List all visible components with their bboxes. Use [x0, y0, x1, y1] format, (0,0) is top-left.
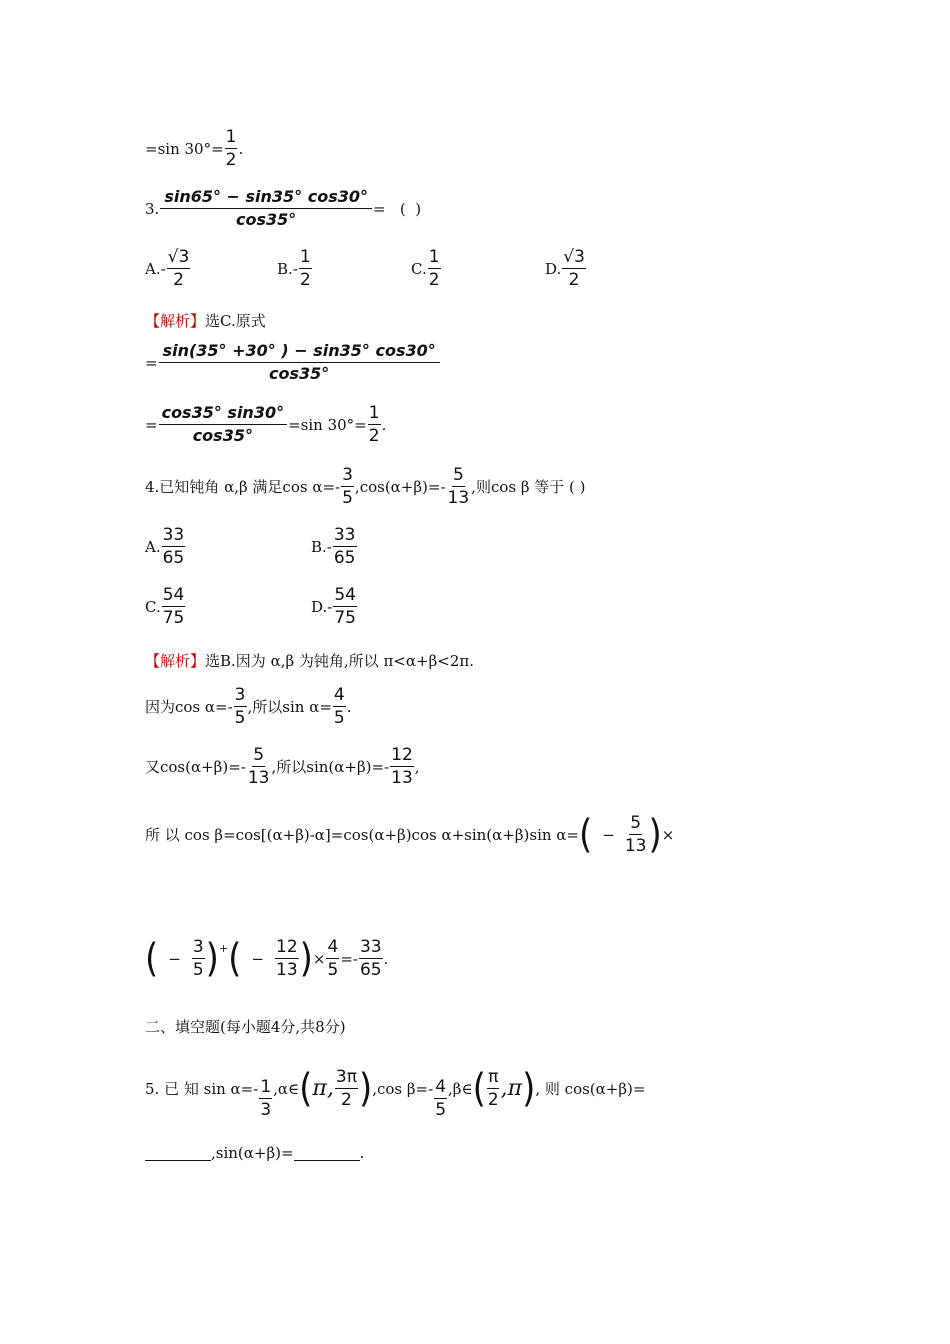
minus: −: [168, 949, 181, 968]
text: , 则 cos(α+β)=: [535, 1080, 646, 1098]
numerator: 3: [192, 937, 204, 957]
denominator: 5: [435, 1100, 447, 1120]
numerator: 5: [452, 465, 464, 485]
right-paren: ): [522, 1065, 536, 1112]
equals: =: [145, 415, 158, 434]
numerator: 1: [428, 247, 440, 267]
left-paren: (: [472, 1065, 486, 1112]
denominator: 3: [260, 1100, 272, 1120]
option-d[interactable]: [545, 246, 587, 291]
question-5-blanks: [145, 1144, 364, 1162]
right-paren: ): [299, 935, 313, 982]
denominator: 2: [487, 1090, 499, 1110]
blank-sin-sum[interactable]: [294, 1146, 360, 1161]
denominator: 2: [340, 1090, 352, 1110]
denominator: 13: [447, 488, 470, 508]
denominator: 2: [225, 150, 237, 170]
fraction: [159, 340, 440, 385]
text: ,α∈: [273, 1079, 300, 1098]
period: .: [383, 949, 389, 968]
option-c[interactable]: [145, 584, 311, 629]
times: ×: [661, 825, 675, 844]
period: .: [381, 415, 387, 434]
numerator: √3: [167, 247, 190, 267]
numerator: 33: [162, 525, 185, 545]
question-5: [145, 1056, 645, 1121]
denominator: 65: [359, 960, 382, 980]
left-paren: (: [228, 935, 242, 982]
question-4: [145, 464, 586, 509]
text: 因为cos α=-: [145, 698, 233, 716]
period: .: [346, 697, 352, 716]
question-number: 3.: [145, 199, 160, 218]
analysis-text: 选C.原式: [205, 312, 266, 330]
denominator: 2: [299, 270, 311, 290]
period: .: [359, 1144, 365, 1162]
answer-3-intro: [145, 310, 266, 331]
option-label: B.-: [277, 259, 298, 278]
text: ,则cos β 等于 ( ): [471, 478, 586, 496]
numerator: 4: [327, 937, 339, 957]
option-c[interactable]: [411, 246, 545, 291]
text: 4.已知钝角 α,β 满足cos α=-: [145, 478, 341, 496]
denominator: 13: [391, 768, 413, 788]
numerator: 3: [342, 465, 353, 485]
option-label: D.-: [311, 597, 333, 616]
plus: +: [218, 942, 229, 955]
option-label: A.: [145, 537, 161, 556]
numerator: 1: [368, 403, 380, 423]
numerator: 12: [391, 745, 413, 765]
minus: −: [251, 949, 264, 968]
text: ,β∈: [448, 1079, 473, 1098]
denominator: cos35°: [192, 426, 253, 445]
analysis-tag: 【解析】: [145, 312, 206, 330]
comma: ,: [414, 757, 420, 776]
answer-3-step2: [145, 402, 386, 447]
pi: π,: [312, 1076, 334, 1101]
denominator: 65: [333, 548, 356, 568]
denominator: 13: [276, 960, 298, 980]
equals: =-: [340, 949, 358, 968]
numerator: 4: [333, 685, 345, 705]
text: ,cos(α+β)=-: [354, 477, 446, 496]
denominator: 5: [234, 708, 246, 728]
question-fraction: [160, 186, 372, 231]
fraction: [225, 126, 238, 171]
numerator: 54: [162, 585, 185, 605]
numerator: sin(35° +30° ) − sin35° cos30°: [159, 340, 440, 363]
text: 又cos(α+β)=-: [145, 758, 246, 776]
left-paren: (: [145, 935, 159, 982]
text: ,cos β=-: [372, 1079, 434, 1098]
denominator: 2: [173, 270, 184, 290]
option-a[interactable]: [145, 246, 277, 291]
options-q4-row2: [145, 584, 358, 629]
numerator: 33: [333, 525, 356, 545]
option-b[interactable]: [311, 524, 358, 569]
blank-cos-sum[interactable]: [145, 1146, 211, 1161]
denominator: 2: [428, 270, 440, 290]
denominator: 13: [624, 836, 647, 856]
numerator: 1: [225, 127, 237, 147]
answer-3-step1: [145, 340, 441, 385]
answer-4-step1: [145, 684, 352, 729]
numerator: sin65° − sin35° cos30°: [160, 186, 372, 209]
answer-4-step3: [145, 812, 674, 857]
option-a[interactable]: [145, 524, 311, 569]
denominator: 75: [162, 608, 185, 628]
period: .: [238, 139, 244, 158]
numerator: 3π: [335, 1067, 357, 1087]
section-heading: 二、填空题(每小题4分,共8分): [145, 1018, 346, 1036]
right-paren: ): [205, 935, 219, 982]
numerator: 1: [260, 1077, 272, 1097]
numerator: π: [488, 1067, 499, 1087]
denominator: 2: [368, 426, 380, 446]
numerator: 4: [435, 1077, 447, 1097]
text: ,sin(α+β)=: [211, 1144, 294, 1162]
answer-bracket: = ( ): [373, 199, 422, 218]
denominator: 5: [327, 960, 339, 980]
option-label: D.: [545, 259, 562, 278]
options-q4-row1: [145, 524, 358, 569]
right-paren: ): [648, 811, 662, 858]
denominator: 13: [247, 768, 270, 788]
option-d[interactable]: [311, 584, 358, 629]
denominator: 5: [192, 960, 204, 980]
text-mid: =sin 30°=: [288, 415, 367, 434]
numerator: 5: [253, 745, 265, 765]
denominator: 65: [162, 548, 185, 568]
numerator: 12: [276, 937, 298, 957]
denominator: 2: [568, 270, 580, 290]
option-label: C.: [411, 259, 427, 278]
minus: −: [602, 825, 615, 844]
analysis-tag: 【解析】: [145, 652, 206, 670]
numerator: 33: [359, 937, 382, 957]
equals: =: [145, 353, 158, 372]
answer-4-step4: [145, 936, 388, 981]
option-b[interactable]: [277, 246, 411, 291]
numerator: 3: [234, 685, 246, 705]
text-prefix: =sin 30°=: [145, 139, 224, 158]
denominator: 5: [342, 488, 353, 508]
denominator: cos35°: [269, 364, 330, 383]
analysis-text: 选B.因为 α,β 为钝角,所以 π<α+β<2π.: [205, 652, 474, 670]
left-paren: (: [579, 811, 593, 858]
times: ×: [312, 949, 326, 968]
text: 所 以 cos β=cos[(α+β)-α]=cos(α+β)cos α+sin(α+β)sin α=: [145, 826, 579, 844]
pi: ,π: [500, 1076, 523, 1101]
text: ,所以sin α=: [247, 698, 332, 716]
denominator: cos35°: [236, 210, 297, 229]
answer-4-intro: [145, 650, 474, 671]
numerator: 1: [299, 247, 311, 267]
numerator: 54: [334, 585, 356, 605]
question-3: [145, 186, 421, 231]
answer-4-step2: [145, 744, 420, 789]
numerator: cos35° sin30°: [159, 402, 288, 425]
left-paren: (: [299, 1065, 313, 1112]
option-label: A.-: [145, 259, 166, 278]
fraction: [159, 402, 288, 447]
options-q3: [145, 246, 587, 291]
line-sin30: [145, 126, 243, 171]
right-paren: ): [358, 1065, 373, 1112]
option-label: C.: [145, 597, 161, 616]
denominator: 75: [334, 608, 356, 628]
numerator: √3: [563, 247, 585, 267]
text: 5. 已 知 sin α=-: [145, 1080, 259, 1098]
text: ,所以sin(α+β)=-: [271, 758, 390, 776]
denominator: 5: [333, 708, 345, 728]
option-label: B.-: [311, 537, 332, 556]
numerator: 5: [630, 813, 642, 833]
